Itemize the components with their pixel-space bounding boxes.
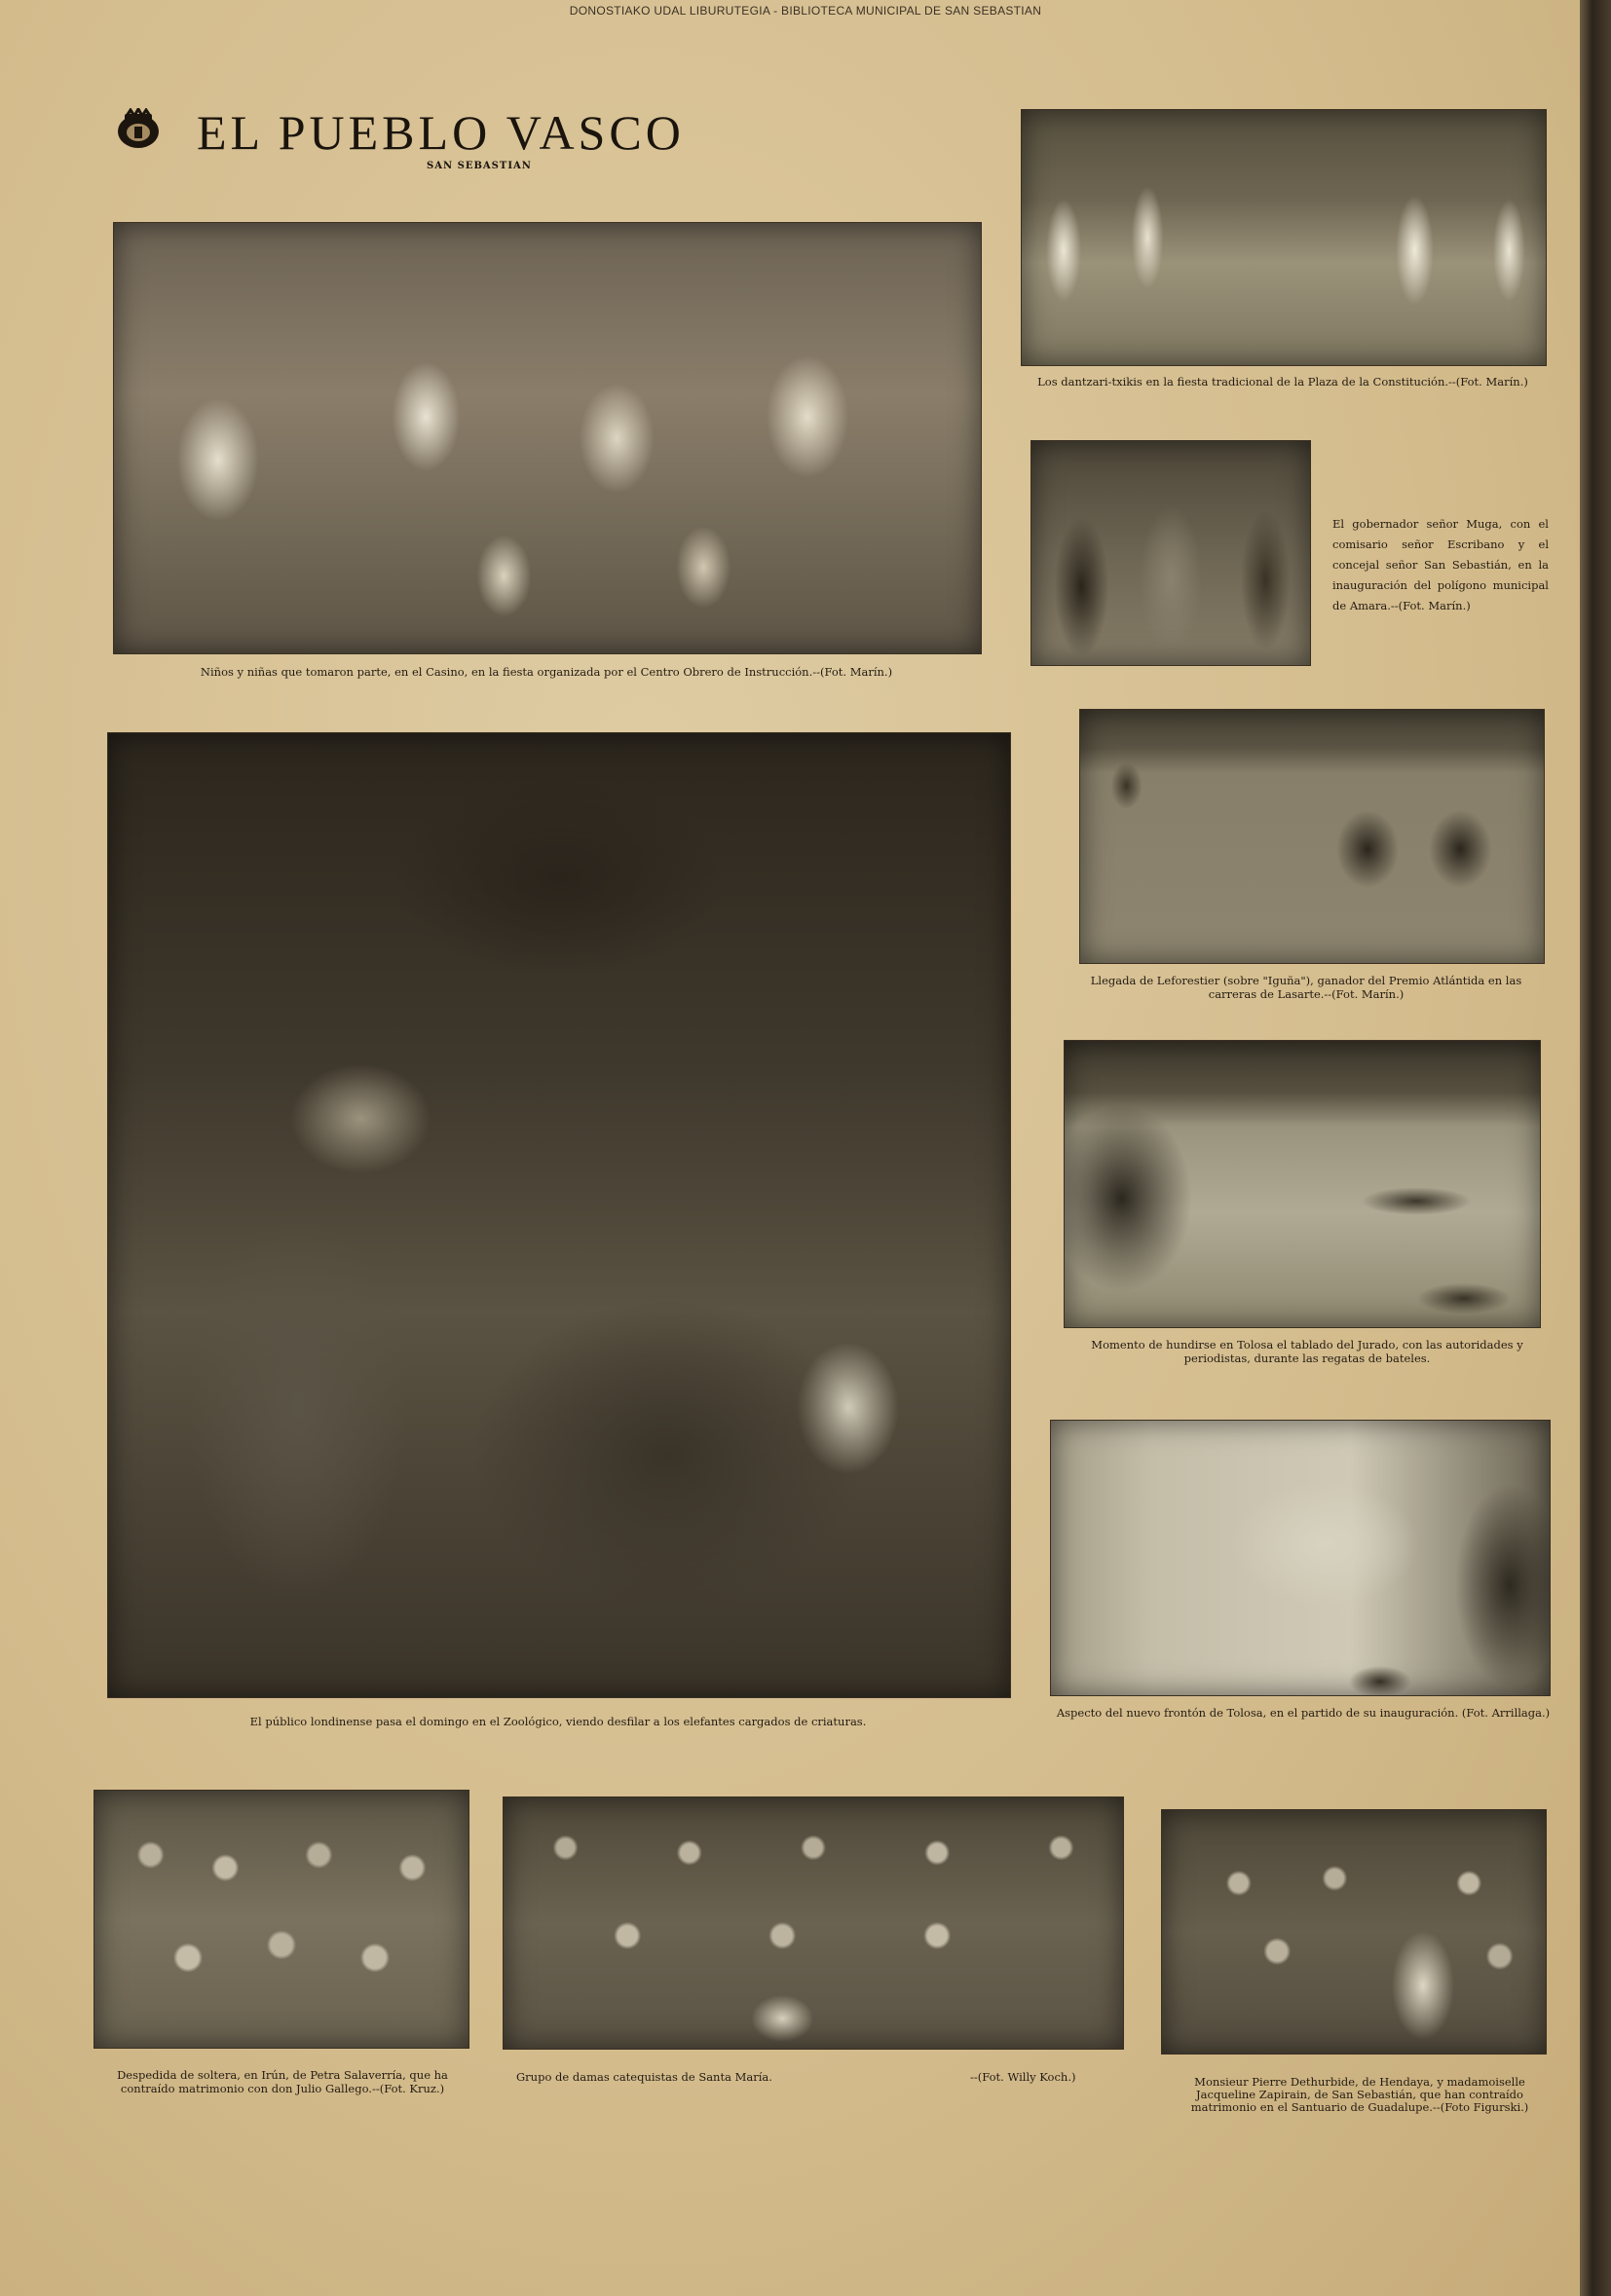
photo-children-casino [113,222,982,654]
caption-london-zoo: El público londinense pasa el domingo en el Zoológico, viendo desfilar a los elefantes cargados de criaturas. [249,1715,867,1728]
caption-children-casino: Niños y niñas que tomaron parte, en el Casino, en la fiesta organizada por el Centro Obrero de Instrucción.--(Fot. Marín.) [200,665,893,679]
photo-fronton-tolosa [1050,1420,1551,1696]
photo-despedida-irun [94,1790,469,2049]
newspaper-city: SAN SEBASTIAN [427,161,532,171]
newspaper-title: EL PUEBLO VASCO [197,105,685,160]
caption-dantzari-txikis: Los dantzari-txikis en la fiesta tradicional de la Plaza de la Constitución.--(Fot. Marín.) [1037,375,1528,389]
photo-credit-damas: --(Fot. Willy Koch.) [970,2070,1076,2084]
caption-tolosa-regatas: Momento de hundirse en Tolosa el tablado del Jurado, con las autoridades y periodistas, durante las regatas de bateles. [1091,1338,1523,1365]
caption-damas-catequistas: Grupo de damas catequistas de Santa María. [516,2070,772,2084]
bleed-through [88,29,94,56]
caption-despedida-irun: Despedida de soltera, en Irún, de Petra Salaverría, que ha contraído matrimonio con don Julio Gallego.--(Fot. Kruz.) [117,2068,448,2095]
masthead [107,102,731,180]
photo-gobernador-muga [1030,440,1311,666]
photo-dantzari-txikis [1021,109,1547,366]
photo-tolosa-regatas [1064,1040,1541,1328]
photo-lasarte-race [1079,709,1545,964]
photo-london-zoo [107,732,1011,1698]
photo-wedding-hendaya [1161,1809,1547,2055]
photo-damas-catequistas [503,1796,1124,2050]
bleed-through [993,49,1003,92]
archive-header: DONOSTIAKO UDAL LIBURUTEGIA - BIBLIOTECA MUNICIPAL DE SAN SEBASTIAN [569,4,1042,18]
caption-fronton-tolosa: Aspecto del nuevo frontón de Tolosa, en el partido de su inauguración. (Fot. Arrillaga.) [1056,1706,1551,1720]
caption-lasarte-race: Llegada de Leforestier (sobre "Iguña"), ganador del Premio Atlántida en las carreras de Lasarte.--(Fot. Marín.) [1090,974,1522,1001]
adjacent-page-edge [1580,0,1611,2296]
coat-of-arms-icon [115,108,162,151]
caption-gobernador-muga: El gobernador señor Muga, con el comisario señor Escribano y el concejal señor San Sebastián, en la inauguración del polígono municipal de Amara.--(Fot. Marín.) [1332,517,1549,612]
caption-wedding-hendaya: Monsieur Pierre Dethurbide, de Hendaya, y madamoiselle Jacqueline Zapirain, de San Sebastián, que han contraído matrimonio en el Santuario de Guadalupe.--(Foto Figurski.) [1190,2075,1529,2114]
